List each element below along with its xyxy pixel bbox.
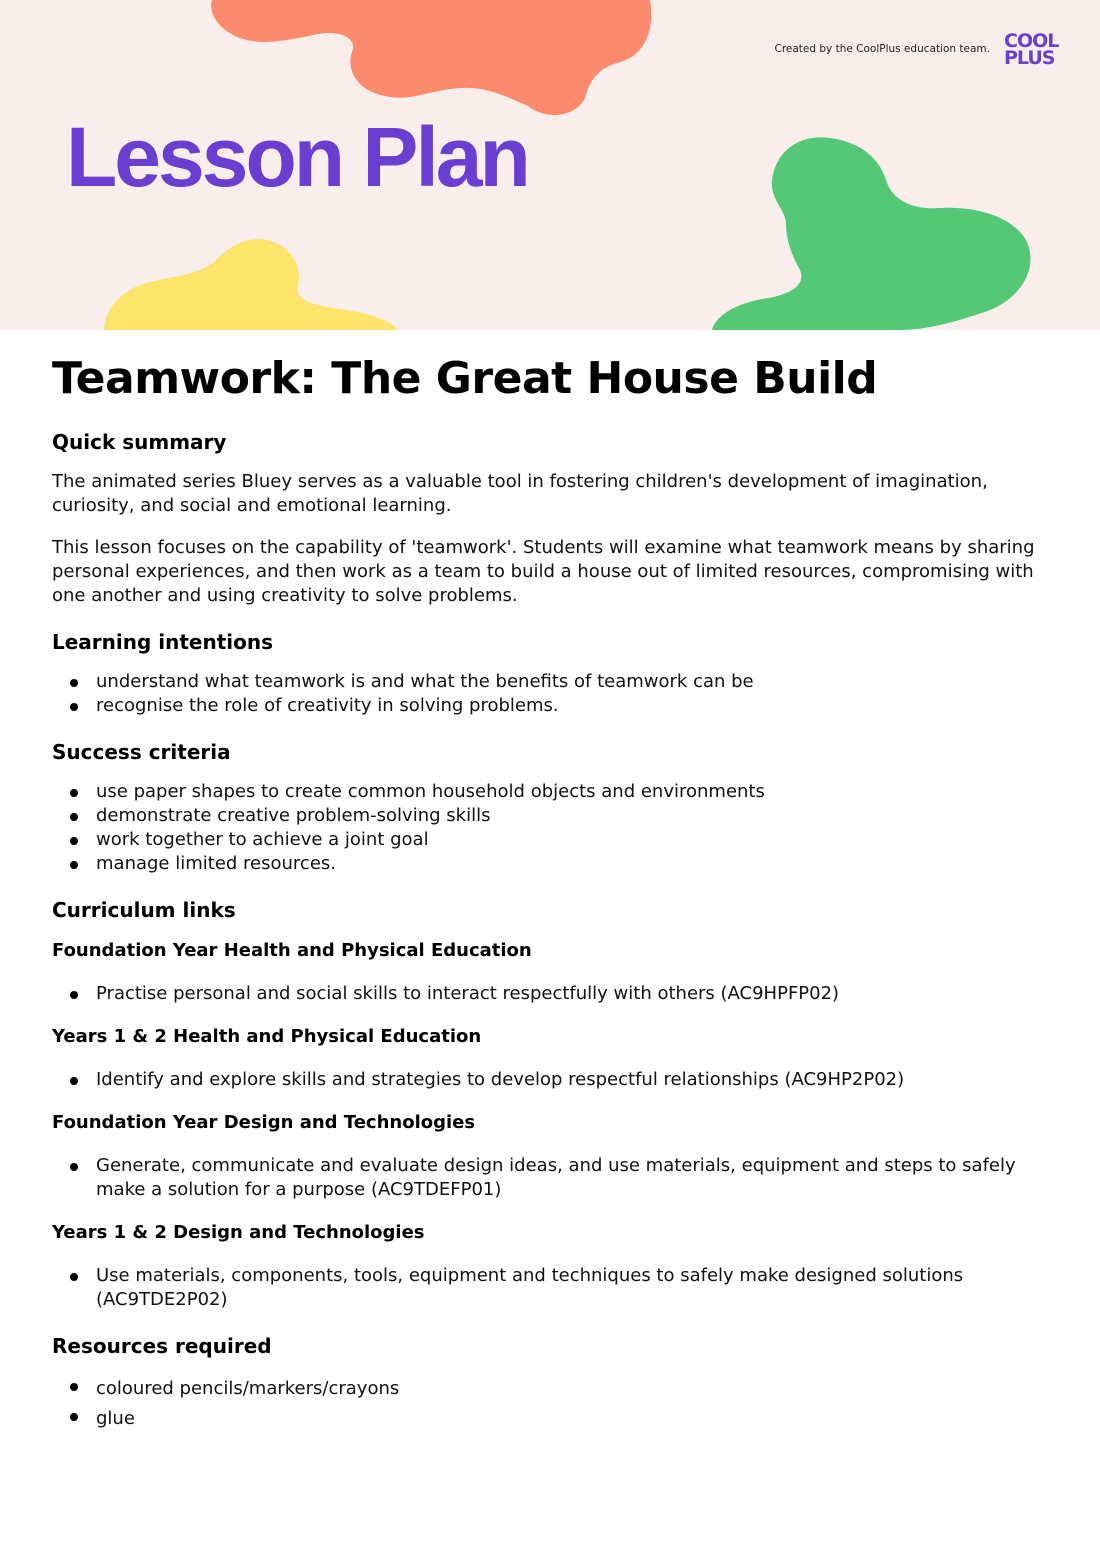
- curriculum-links-section: [52, 896, 1062, 1312]
- summary-paragraph: The animated series Bluey serves as a valuable tool in fostering children's development of imagination, curiosity, and social and emotional learning.: [52, 471, 988, 516]
- green-paint-blob: [712, 137, 1031, 330]
- list-item: glue: [52, 1404, 1062, 1434]
- bullet-list: [52, 1154, 1062, 1202]
- header-banner: [0, 0, 1100, 330]
- list-item: coloured pencils/markers/crayons: [52, 1374, 1062, 1404]
- bullet-list: [52, 982, 1062, 1006]
- resources-required-section: [52, 1332, 1062, 1434]
- list-item: understand what teamwork is and what the benefits of teamwork can be: [52, 670, 1062, 694]
- hero-title: Lesson Plan: [66, 110, 528, 204]
- list-item: Generate, communicate and evaluate design ideas, and use materials, equipment and steps to safely make a solution for a purpose (AC9TDEFP01): [52, 1154, 1062, 1202]
- bullet-list: [52, 780, 1062, 876]
- section-heading: Learning intentions: [52, 630, 274, 654]
- section-heading: Success criteria: [52, 740, 231, 764]
- coral-paint-blob: [211, 0, 651, 115]
- quick-summary-section: [52, 428, 1062, 608]
- curriculum-subheading: Foundation Year Health and Physical Education: [52, 940, 532, 961]
- lesson-content: [52, 350, 1062, 1434]
- bullet-list: [52, 670, 1062, 718]
- curriculum-subheading: Years 1 & 2 Design and Technologies: [52, 1222, 425, 1243]
- bullet-list: [52, 1374, 1062, 1434]
- list-item: Identify and explore skills and strategies to develop respectful relationships (AC9HP2P02): [52, 1068, 1062, 1092]
- bullet-list: [52, 1264, 1062, 1312]
- list-item: demonstrate creative problem-solving skills: [52, 804, 1062, 828]
- logo-line-cool: COOL: [1004, 30, 1059, 52]
- curriculum-subheading: Foundation Year Design and Technologies: [52, 1112, 476, 1133]
- summary-paragraph: This lesson focuses on the capability of 'teamwork'. Students will examine what teamwork means by sharing personal experiences, and then work as a team to build a house out of limited resources, compromising with one another and using creativity to solve problems.: [52, 537, 1035, 606]
- page-title: Teamwork: The Great House Build: [52, 353, 878, 404]
- bullet-list: [52, 1068, 1062, 1092]
- success-criteria-section: [52, 738, 1062, 876]
- list-item: Practise personal and social skills to interact respectfully with others (AC9HPFP02): [52, 982, 1062, 1006]
- list-item: manage limited resources.: [52, 852, 1062, 876]
- learning-intentions-section: [52, 628, 1062, 718]
- coolplus-logo: [1004, 30, 1068, 69]
- credit-text: Created by the CoolPlus education team.: [774, 43, 990, 55]
- list-item: recognise the role of creativity in solving problems.: [52, 694, 1062, 718]
- list-item: use paper shapes to create common household objects and environments: [52, 780, 1062, 804]
- list-item: work together to achieve a joint goal: [52, 828, 1062, 852]
- section-heading: Curriculum links: [52, 898, 236, 922]
- section-heading: Quick summary: [52, 430, 227, 454]
- logo-line-plus: PLUS: [1004, 47, 1055, 69]
- curriculum-subheading: Years 1 & 2 Health and Physical Education: [52, 1026, 482, 1047]
- yellow-paint-blob: [104, 239, 398, 330]
- list-item: Use materials, components, tools, equipment and techniques to safely make designed solutions (AC9TDE2P02): [52, 1264, 1062, 1312]
- section-heading: Resources required: [52, 1334, 272, 1358]
